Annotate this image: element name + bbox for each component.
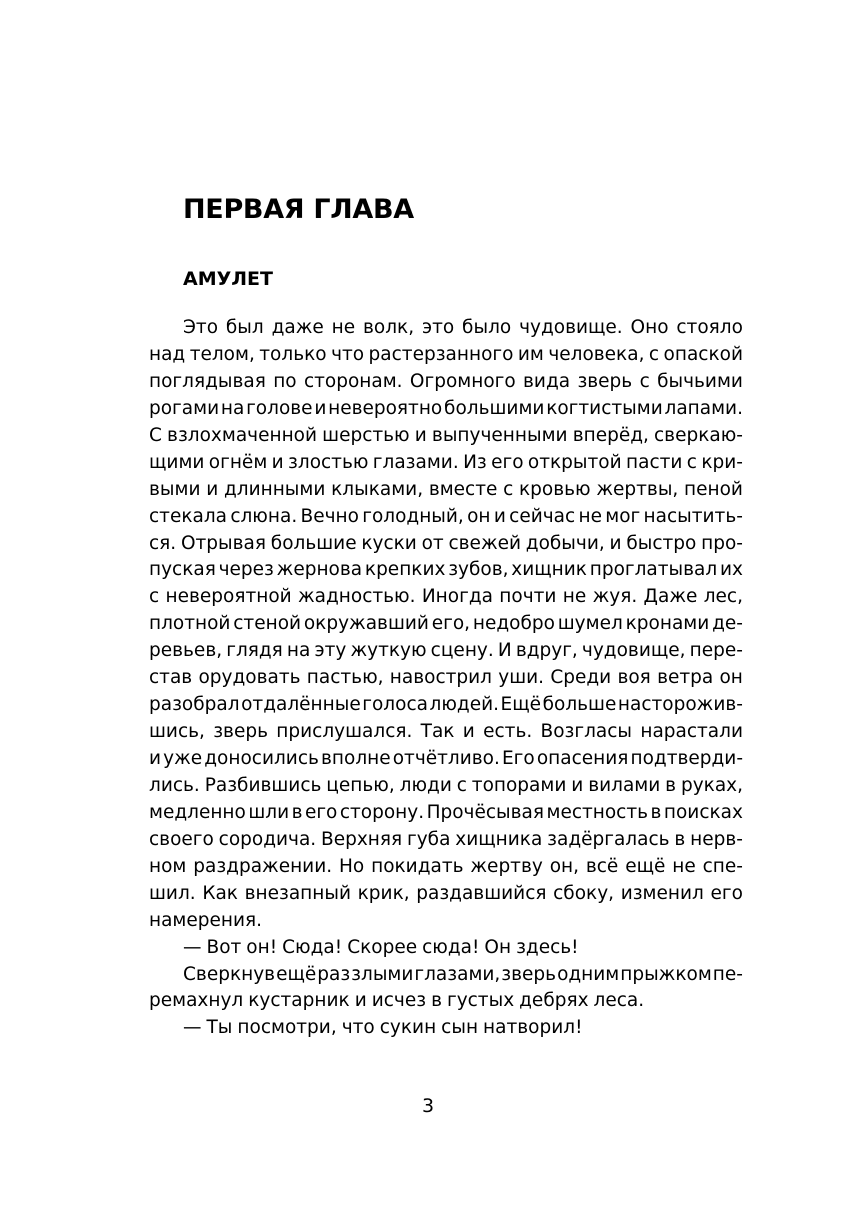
chapter-title: ПЕРВАЯ ГЛАВА — [183, 194, 414, 225]
body-text — [149, 315, 743, 1042]
text-line: лись. Разбившись цепью, люди с топорами и вилами в руках, — [149, 774, 743, 796]
text-line: Это был даже не волк, это было чудовище. Оно стояло — [183, 317, 743, 338]
text-line: плотной стеной окружавший его, недобро шумел кронами де- — [149, 613, 743, 635]
text-line: медленно шли в его сторону. Прочёсывая местность в поисках — [149, 801, 743, 823]
text-line: своего сородича. Верхняя губа хищника задёргалась в нерв- — [149, 828, 743, 850]
section-title: АМУЛЕТ — [183, 268, 273, 290]
text-line: стекала слюна. Вечно голодный, он и сейчас не мог насытить- — [149, 505, 743, 527]
text-line: шись, зверь прислушался. Так и есть. Возгласы нарастали — [149, 721, 743, 743]
text-line: — Ты посмотри, что сукин сын натворил! — [183, 1017, 583, 1039]
text-line: разобрал отдалённые голоса людей. Ещё больше насторожив- — [149, 694, 743, 716]
text-line: — Вот он! Сюда! Скорее сюда! Он здесь! — [183, 936, 579, 958]
page-number: 3 — [421, 1095, 435, 1117]
text-line: и уже доносились вполне отчётливо. Его опасения подтверди- — [149, 748, 743, 769]
text-line: ремахнул кустарник и исчез в густых дебрях леса. — [149, 990, 645, 1012]
text-line: Сверкнув ещё раз злыми глазами, зверь одним прыжком пе- — [183, 963, 743, 985]
text-line: став орудовать пастью, навострил уши. Среди воя ветра он — [149, 667, 743, 689]
text-line: намерения. — [149, 909, 263, 931]
text-line: С взлохмаченной шерстью и выпученными вперёд, сверкаю- — [149, 424, 743, 446]
text-line: поглядывая по сторонам. Огромного вида зверь с бычьими — [149, 370, 743, 392]
text-line: выми и длинными клыками, вместе с кровью жертвы, пеной — [149, 478, 743, 500]
text-line: ном раздражении. Но покидать жертву он, всё ещё не спе- — [149, 855, 743, 877]
text-line: ревьев, глядя на эту жуткую сцену. И вдруг, чудовище, пере- — [149, 640, 743, 662]
text-line: рогами на голове и невероятно большими когтистыми лапами. — [149, 397, 743, 419]
text-line: щими огнём и злостью глазами. Из его открытой пасти с кри- — [149, 451, 743, 473]
text-line: пуская через жернова крепких зубов, хищник проглатывал их — [149, 559, 743, 581]
text-line: шил. Как внезапный крик, раздавшийся сбоку, изменил его — [149, 882, 743, 904]
text-line: с невероятной жадностью. Иногда почти не жуя. Даже лес, — [149, 586, 743, 608]
text-line: ся. Отрывая большие куски от свежей добычи, и быстро про- — [149, 532, 743, 554]
text-line: над телом, только что растерзанного им человека, с опаской — [149, 343, 743, 365]
